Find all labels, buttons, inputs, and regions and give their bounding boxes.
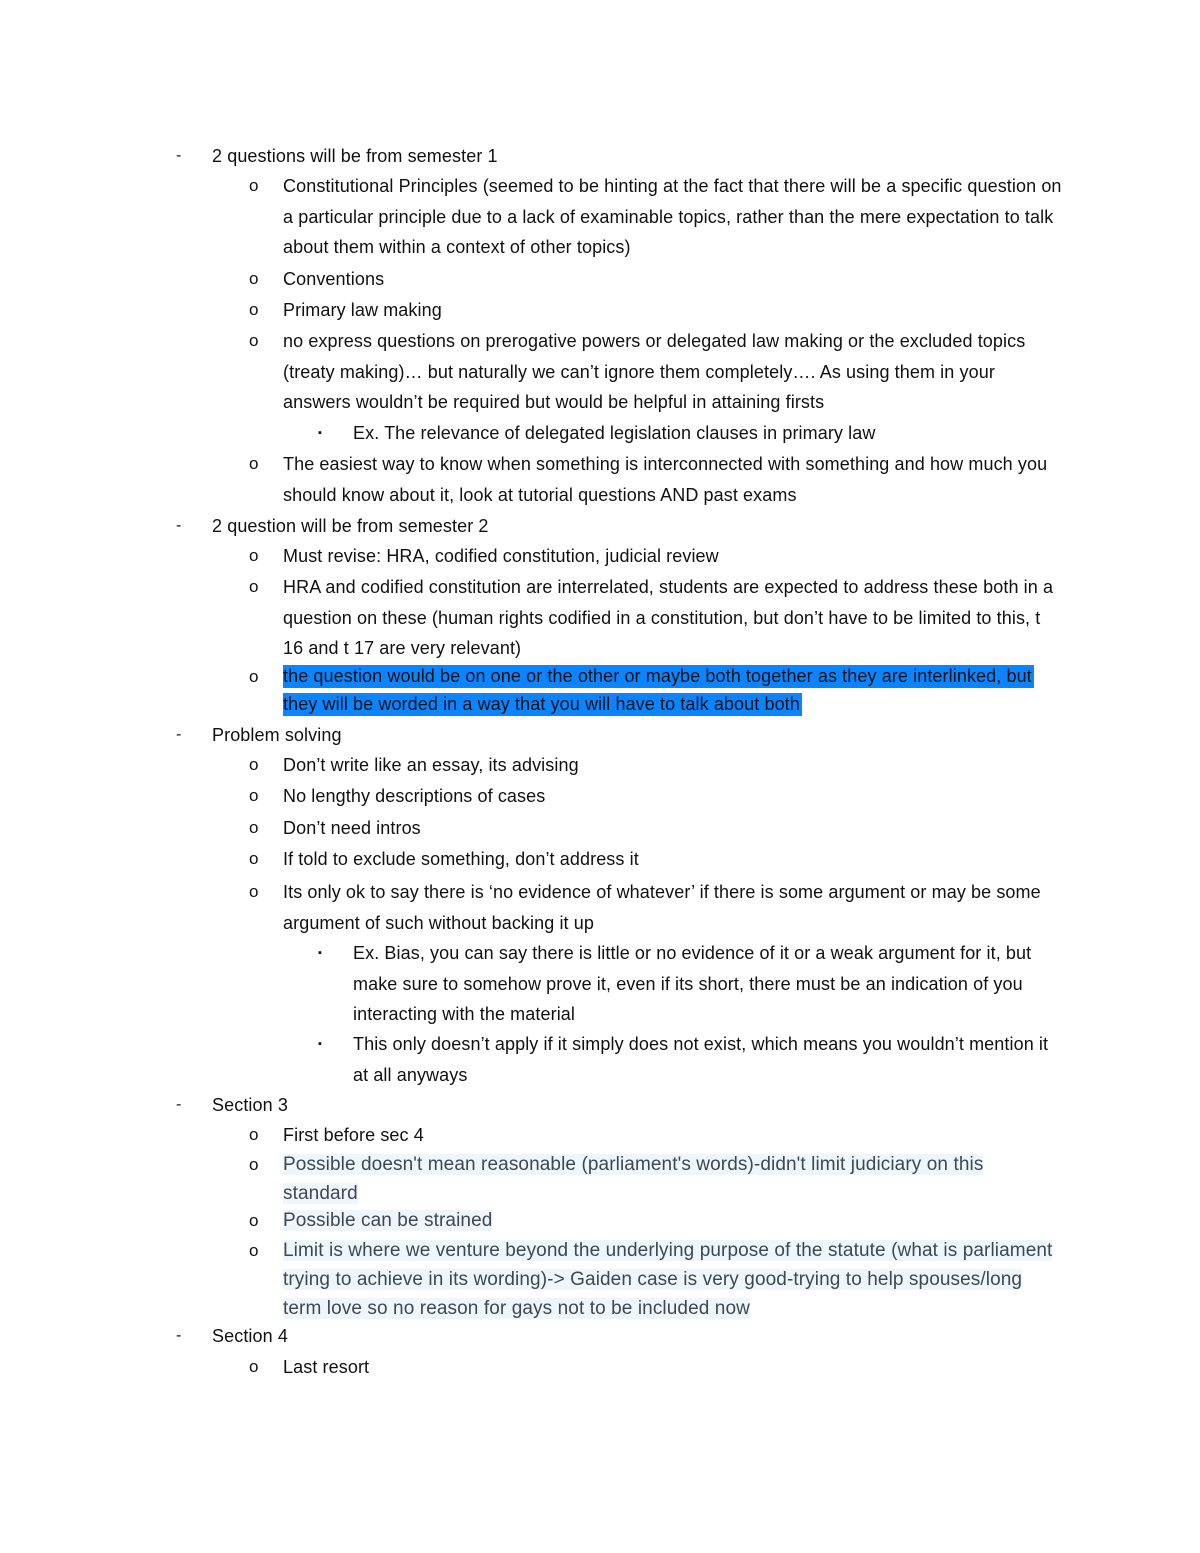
- list-item-text: Constitutional Principles (seemed to be hinting at the fact that there will be a specific question on a particular principle due to a lack of examinable topics, rather than the mere expectation to talk about them within a context of other topics): [283, 176, 1062, 258]
- light-highlight: Possible doesn't mean reasonable (parliament's words)-didn't limit judiciary on this standard: [283, 1154, 984, 1204]
- list-item-text: Problem solving: [212, 725, 342, 745]
- circle-bullet: o: [249, 546, 259, 565]
- circle-bullet: o: [249, 882, 259, 901]
- list-item-text: The easiest way to know when something is interconnected with something and how much you should know about it, look at tutorial questions AND past exams: [283, 454, 1048, 505]
- list-item-text: Don’t need intros: [283, 818, 421, 838]
- list-item-text: Conventions: [283, 269, 385, 289]
- circle-bullet: o: [249, 1241, 259, 1260]
- circle-bullet: o: [249, 1357, 259, 1376]
- light-highlight: Limit is where we venture beyond the underlying purpose of the statute (what is parliament trying to achieve in its wording)-> Gaiden case is very good-trying to help spouses/long term love so no reason for gays not to be included now: [283, 1240, 1053, 1319]
- list-item-text: Section 3: [212, 1095, 288, 1115]
- list-item-text: If told to exclude something, don’t address it: [283, 849, 639, 869]
- circle-bullet: o: [249, 269, 259, 288]
- list-item-text: HRA and codified constitution are interrelated, students are expected to address these both in a question on these (human rights codified in a constitution, but don’t have to be limited to this, t 16 and t 17 are very relevant): [283, 577, 1054, 659]
- list-item-text: [283, 1206, 1063, 1235]
- square-bullet: ▪: [318, 947, 322, 959]
- list-item-text: This only doesn’t apply if it simply does not exist, which means you wouldn’t mention it at all anyways: [353, 1034, 1049, 1085]
- list-item-text: [283, 1150, 1063, 1208]
- list-item-text: [283, 1236, 1063, 1323]
- dash-bullet: -: [176, 1327, 182, 1344]
- list-item-text: [283, 662, 1063, 718]
- list-item-text: no express questions on prerogative powers or delegated law making or the excluded topics (treaty making)… but naturally we can’t ignore them completely…. As using them in your answers wouldn’t be required but would be helpful in attaining firsts: [283, 331, 1026, 413]
- circle-bullet: o: [249, 1155, 259, 1174]
- list-item-text: Don’t write like an essay, its advising: [283, 755, 579, 775]
- list-item-text: Section 4: [212, 1326, 288, 1346]
- list-item-text: Must revise: HRA, codified constitution, judicial review: [283, 546, 719, 566]
- circle-bullet: o: [249, 454, 259, 473]
- circle-bullet: o: [249, 818, 259, 837]
- list-item-text: No lengthy descriptions of cases: [283, 786, 546, 806]
- circle-bullet: o: [249, 577, 259, 596]
- dash-bullet: -: [176, 517, 182, 534]
- list-item-text: 2 question will be from semester 2: [212, 516, 489, 536]
- circle-bullet: o: [249, 1125, 259, 1144]
- list-item-text: Ex. Bias, you can say there is little or no evidence of it or a weak argument for it, but make sure to somehow prove it, even if its short, there must be an indication of you interacting with the material: [353, 943, 1032, 1025]
- circle-bullet: o: [249, 331, 259, 350]
- circle-bullet: o: [249, 1211, 259, 1230]
- dash-bullet: -: [176, 1096, 182, 1113]
- circle-bullet: o: [249, 667, 259, 686]
- circle-bullet: o: [249, 176, 259, 195]
- circle-bullet: o: [249, 786, 259, 805]
- list-item-text: First before sec 4: [283, 1125, 424, 1145]
- square-bullet: ▪: [318, 1038, 322, 1050]
- blue-highlight: the question would be on one or the other or maybe both together as they are interlinked, but they will be worded in a way that you will have to talk about both: [283, 666, 1032, 714]
- square-bullet: ▪: [318, 427, 322, 439]
- circle-bullet: o: [249, 755, 259, 774]
- list-item-text: Primary law making: [283, 300, 442, 320]
- list-item-text: Last resort: [283, 1357, 370, 1377]
- list-item-text: 2 questions will be from semester 1: [212, 146, 498, 166]
- list-item-text: Its only ok to say there is ‘no evidence of whatever’ if there is some argument or may be some argument of such without backing it up: [283, 882, 1041, 933]
- dash-bullet: -: [176, 726, 182, 743]
- light-highlight: Possible can be strained: [283, 1210, 493, 1231]
- circle-bullet: o: [249, 300, 259, 319]
- circle-bullet: o: [249, 849, 259, 868]
- list-item-text: Ex. The relevance of delegated legislation clauses in primary law: [353, 423, 876, 443]
- dash-bullet: -: [176, 147, 182, 164]
